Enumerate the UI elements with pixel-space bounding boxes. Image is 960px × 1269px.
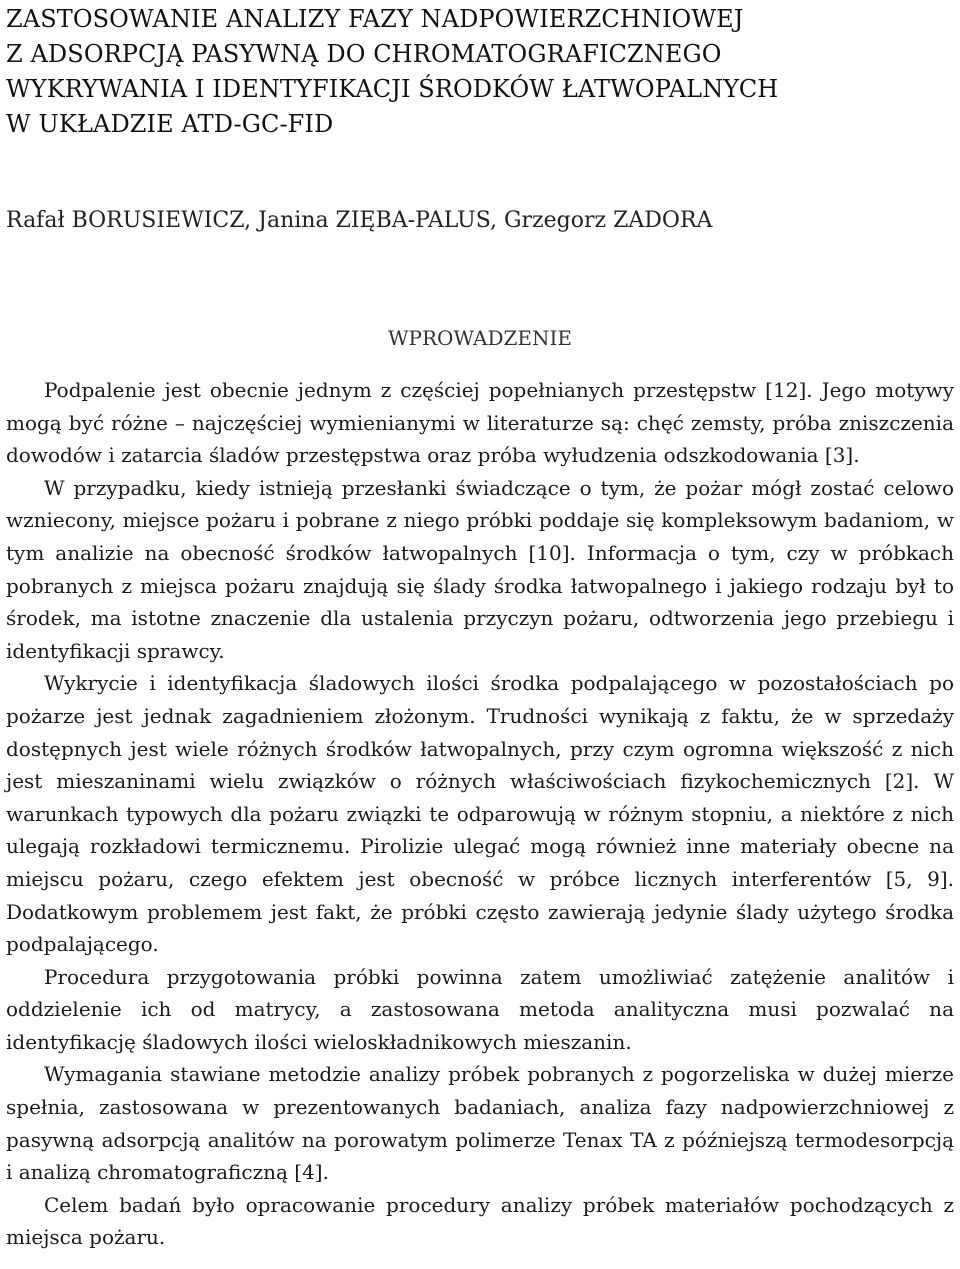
title-line: W UKŁADZIE ATD-GC-FID xyxy=(6,110,334,138)
section-heading: WPROWADZENIE xyxy=(387,326,572,350)
author-list: Rafał BORUSIEWICZ, Janina ZIĘBA-PALUS, Grzegorz ZADORA xyxy=(6,208,713,233)
body-text xyxy=(6,374,954,1254)
title-line: Z ADSORPCJĄ PASYWNĄ DO CHROMATOGRAFICZNEGO xyxy=(6,40,722,68)
paper-title xyxy=(6,0,954,142)
document-page xyxy=(6,0,954,1250)
paragraph: Podpalenie jest obecnie jednym z częściej popełnianych przestępstw [12]. Jego motywy mogą być różne – najczęściej wymienianymi w literaturze są: chęć zemsty, próba zniszczenia dowodów i zatarcia śladów przestępstwa oraz próba wyłudzenia odszkodowania [3]. xyxy=(6,378,954,468)
paragraph: Wymagania stawiane metodzie analizy próbek pobranych z pogorzeliska w dużej mierze spełnia, zastosowana w prezentowanych badaniach, analiza fazy nadpowierzchniowej z pasywną adsorpcją analitów na porowatym polimerze Tenax TA z późniejszą termodesorpcją i analizą chromatograficzną [4]. xyxy=(6,1062,954,1185)
paragraph: Celem badań było opracowanie procedury analizy próbek materiałów pochodzących z miejsca pożaru. xyxy=(6,1192,954,1250)
title-line: ZASTOSOWANIE ANALIZY FAZY NADPOWIERZCHNIOWEJ xyxy=(6,5,744,33)
paragraph: W przypadku, kiedy istnieją przesłanki świadczące o tym, że pożar mógł zostać celowo wzniecony, miejsce pożaru i pobrane z niego próbki poddaje się kompleksowym badaniom, w tym analizie na obecność środków łatwopalnych [10]. Informacja o tym, czy w próbkach pobranych z miejsca pożaru znajdują się ślady środka łatwopalnego i jakiego rodzaju był to środek, ma istotne znaczenie dla ustalenia przyczyn pożaru, odtworzenia jego przebiegu i identyfikacji sprawcy. xyxy=(6,475,954,663)
paragraph: Wykrycie i identyfikacja śladowych ilości środka podpalającego w pozostałościach po pożarze jest jednak zagadnieniem złożonym. Trudności wynikają z faktu, że w sprzedaży dostępnych jest wiele różnych środków łatwopalnych, przy czym ogromna większość z nich jest mieszaninami wielu związków o różnych właściwościach fizykochemicznych [2]. W warunkach typowych dla pożaru związki te odparowują w różnym stopniu, a niektóre z nich ulegają rozkładowi termicznemu. Pirolizie ulegać mogą również inne materiały obecne na miejscu pożaru, czego efektem jest obecność w próbce licznych interferentów [5, 9]. Dodatkowym problemem jest fakt, że próbki często zawierają jedynie ślady użytego środka podpalającego. xyxy=(6,671,954,957)
title-line: WYKRYWANIA I IDENTYFIKACJI ŚRODKÓW ŁATWOPALNYCH xyxy=(6,75,779,103)
paragraph: Procedura przygotowania próbki powinna zatem umożliwiać zatężenie analitów i oddzielenie ich od matrycy, a zastosowana metoda analityczna musi pozwalać na identyfikację śladowych ilości wieloskładnikowych mieszanin. xyxy=(6,964,954,1054)
